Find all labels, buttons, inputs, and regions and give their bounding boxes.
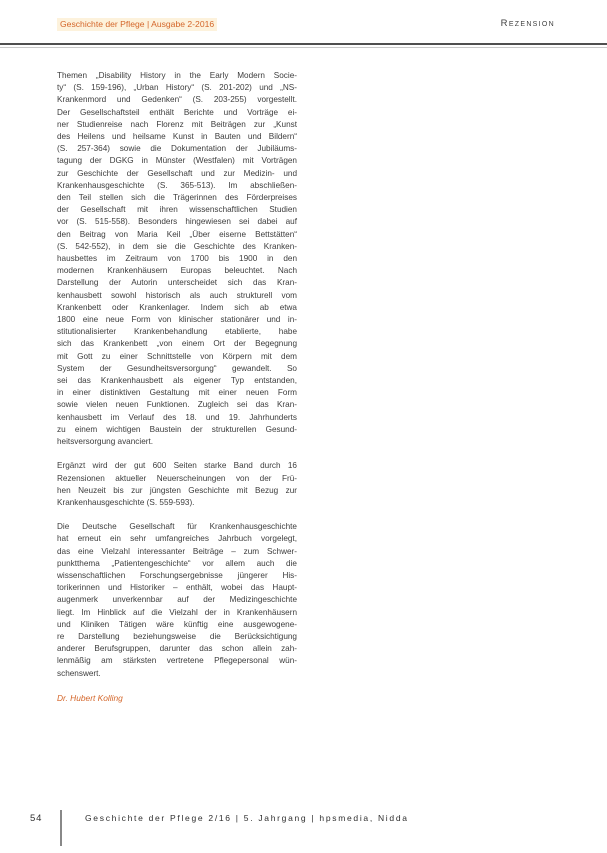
section-label: Rezension: [500, 18, 555, 29]
header-rule: [0, 43, 607, 48]
page-number: 54: [30, 813, 43, 824]
journal-imprint: Geschichte der Pflege 2/16 | 5. Jahrgang | hpsmedia, Nidda: [85, 813, 409, 823]
article-paragraph-2: Ergänzt wird der gut 600 Seiten starke Band durch 16 Rezensionen aktueller Neuerscheinungen von der Frü- hen Neuzeit bis zur jüngsten Geschichte mit Bezug zur Krankenhausgeschichte (S. 559-593).: [57, 461, 297, 507]
article-paragraph-1: Themen „Disability History in the Early Modern Socie- ty“ (S. 159-196), „Urban History“ (S. 201-202) und „NS- Krankenmord und Gedenken“ (S. 203-255) vorgestellt. Der Gesellschaftsteil enthält Berichte und Vorträge ei- ner Studienreise nach Florenz mit Beiträgen zur „Kunst des Heilens und heilsame Kunst in Bauten und Bildern“ (S. 257-364) sowie die Dokumentation der Jubiläums- tagung der DGKG in Münster (Westfalen) mit Vorträgen zur Geschichte der Gesellschaft und zur Medizin- und Krankenhausgeschichte (S. 365-513). Im abschließen- den Teil stellen sich die Trägerinnen des Förderpreises der Gesellschaft mit ihren wissenschaftlichen Studien vor (S. 515-558). Besonders hingewiesen sei dabei auf den Beitrag von Maria Keil „Über eiserne Bettstätten“ (S. 542-552), in dem sie die Geschichte des Kranken- hausbettes im Zeitraum von 1700 bis 1900 in den modernen Krankenhäusern Europas beleuchtet. Nach Darstellung der Autorin unterscheidet sich das Kran- kenhausbett sowohl historisch als auch strukturell vom Krankenbett oder Krankenlager. Indem sich ab etwa 1800 eine neue Form von klinischer stationärer und in- stitutionalisierter Krankenbehandlung etablierte, habe sich das Krankenbett „von einem Ort der Begegnung mit Gott zu einer Schnittstelle von Körpern mit dem System der Gesundheitsversorgung“ gewandelt. So sei das Krankenhausbett als eigener Typ entstanden, in einer distinktiven Gestaltung mit einer neuen Form sowie vielen neuen Funktionen. Zugleich sei das Kran- kenhausbett im Verlauf des 18. und 19. Jahrhunderts zu einem wichtigen Baustein der strukturellen Gesund- heitsversorgung avanciert.: [57, 71, 297, 447]
footer-divider: [60, 810, 62, 846]
journal-issue-link[interactable]: Geschichte der Pflege | Ausgabe 2-2016: [57, 18, 217, 31]
author-signature: Dr. Hubert Kolling: [57, 692, 123, 703]
article-paragraph-3: Die Deutsche Gesellschaft für Krankenhausgeschichte hat erneut ein sehr umfangreiches Jahrbuch vorgelegt, das eine Vielzahl interessanter Beiträge – zum Schwer- punktthema „Patientengeschichte“ vor allem auch die wissenschaftlichen Forschungsergebnisse jüngerer His- torikerinnen und Historiker – enthält, wobei das Haupt- augenmerk unverkennbar auf der Medizingeschichte liegt. Im Hinblick auf die Vielzahl der in Krankenhäusern und Kliniken Tätigen wäre künftig eine ausgewogene- re Darstellung beziehungsweise die Berücksichtigung anderer Berufsgruppen, darunter das schon allein zah- lenmäßig am stärksten vertretene Pflegepersonal wün- schenswert.: [57, 522, 297, 678]
page-header: [57, 18, 555, 31]
page-footer: [0, 808, 607, 848]
review-article: [57, 70, 297, 704]
